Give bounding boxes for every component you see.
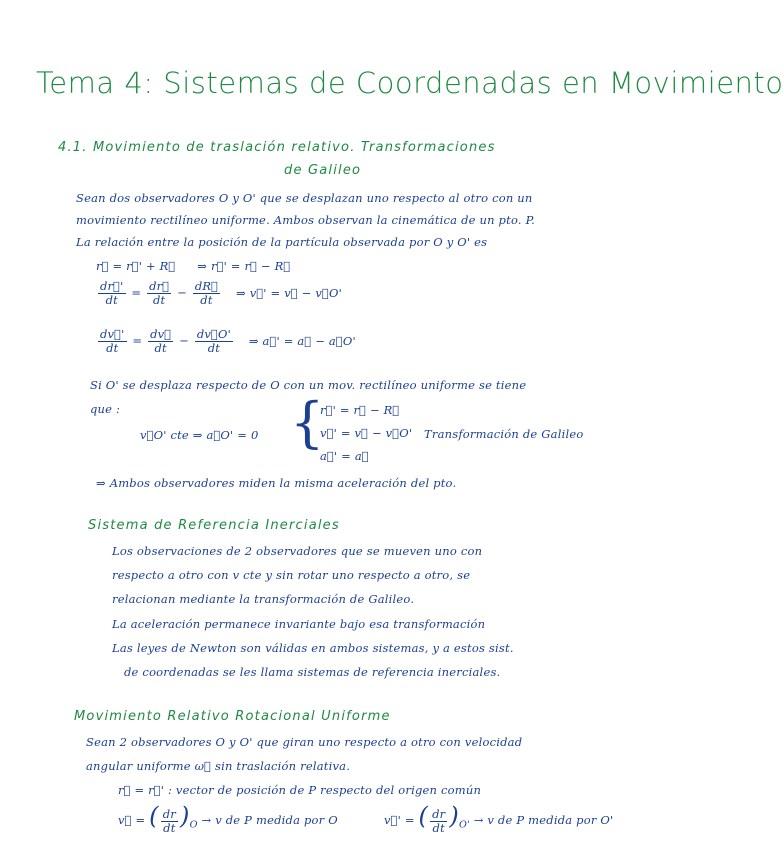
equation-position: [96, 259, 290, 273]
equation-velocity: $\frac{dr⃗'}{dt}$ = $\frac{dr⃗}{dt}$ − $\frac{dR⃗}{dt}$ ⇒ v⃗' = v⃗ − v⃗O': [100, 279, 342, 307]
paragraph-line: La aceleración permanece invariante bajo esa transformación: [112, 617, 486, 631]
system-eq: a⃗' = a⃗: [320, 449, 369, 463]
equation-velocity-O: v⃗ = ( $\frac{dr}{dt}$ )$_O \to v$ de P medida por O: [118, 802, 338, 835]
section-heading-translation: 4.1. Movimiento de traslación relativo. Transformaciones: [58, 140, 496, 155]
section-heading-rotational: Movimiento Relativo Rotacional Uniforme: [74, 709, 391, 724]
paragraph-line: Sean dos observadores O y O' que se desplazan uno respecto al otro con un: [76, 191, 533, 205]
equation-acceleration: $\frac{dv⃗'}{dt}$ = $\frac{dv⃗}{dt}$ − $\frac{dv⃗O'}{dt}$ ⇒ a⃗' = a⃗ − a⃗O': [100, 327, 356, 355]
paragraph-line: movimiento rectilíneo uniforme. Ambos observan la cinemática de un pto. P.: [76, 213, 536, 227]
system-label: Transformación de Galileo: [424, 427, 584, 441]
paragraph-line: La relación entre la posición de la partícula observada por O y O' es: [76, 235, 488, 249]
equation-velocity-Oprime: v⃗' = ( $\frac{dr}{dt}$ )$_{O'} \to v$ de P medida por O': [384, 802, 614, 835]
section-heading-translation-cont: de Galileo: [284, 163, 362, 178]
conclusion: ⇒ Ambos observadores miden la misma aceleración del pto.: [96, 476, 457, 490]
paragraph-line: relacionan mediante la transformación de Galileo.: [112, 592, 415, 606]
equation-position-lhs: r⃗ = r⃗' + R⃗: [96, 259, 176, 273]
fraction: $\frac{dr⃗}{dt}$: [149, 279, 170, 307]
system-eq: v⃗' = v⃗ − v⃗O': [320, 426, 413, 440]
paragraph-line: angular uniforme ω⃗ sin traslación relativa.: [86, 759, 351, 773]
paragraph-line: que :: [90, 402, 121, 416]
paragraph-line: Los observaciones de 2 observadores que se mueven uno con: [112, 544, 483, 558]
condition: v⃗O' cte ⇒ a⃗O' = 0: [140, 428, 259, 442]
paragraph-line: r⃗ = r⃗' : vector de posición de P respecto del origen común: [118, 783, 482, 797]
paragraph-line: de coordenadas se les llama sistemas de referencia inerciales.: [124, 665, 501, 679]
brace: {: [290, 391, 325, 454]
paragraph-line: Sean 2 observadores O y O' que giran uno respecto a otro con velocidad: [86, 735, 523, 749]
system-eq: r⃗' = r⃗ − R⃗: [320, 403, 400, 417]
equation-position-rhs: ⇒ r⃗' = r⃗ − R⃗: [197, 259, 291, 273]
page-title: Tema 4: Sistemas de Coordenadas en Movimiento: [36, 66, 784, 100]
paragraph-line: Si O' se desplaza respecto de O con un mov. rectilíneo uniforme se tiene: [90, 378, 527, 392]
fraction: $\frac{dr}{dt}$: [162, 806, 176, 835]
fraction: $\frac{dv⃗'}{dt}$: [100, 327, 125, 355]
fraction: $\frac{dR⃗}{dt}$: [194, 279, 219, 307]
fraction: $\frac{dv⃗O'}{dt}$: [196, 327, 231, 355]
paragraph-line: Las leyes de Newton son válidas en ambos sistemas, y a estos sist.: [112, 641, 514, 655]
paragraph-line: respecto a otro con v cte y sin rotar uno respecto a otro, se: [112, 568, 471, 582]
fraction: $\frac{dv⃗}{dt}$: [150, 327, 172, 355]
fraction: $\frac{dr}{dt}$: [432, 806, 446, 835]
section-heading-inertial: Sistema de Referencia Inerciales: [88, 518, 340, 533]
fraction: $\frac{dr⃗'}{dt}$: [100, 279, 124, 307]
